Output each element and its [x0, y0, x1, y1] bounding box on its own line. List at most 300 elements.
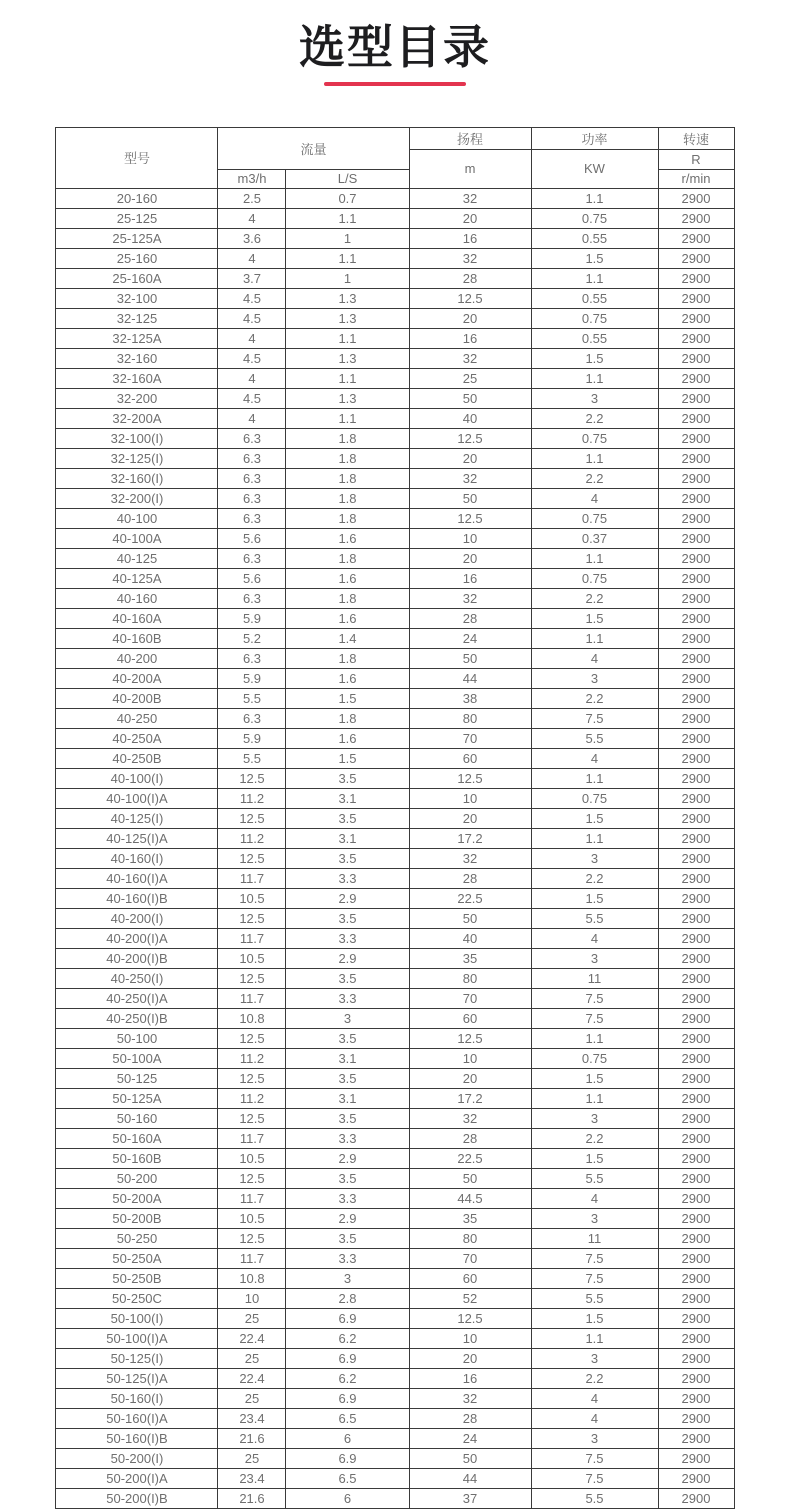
value-cell: 1.1	[531, 828, 658, 848]
table-row	[56, 328, 734, 348]
model-cell: 40-160B	[56, 628, 218, 648]
col-header-flow-ls: L/S	[286, 169, 409, 188]
table-body	[56, 188, 734, 1508]
table-row	[56, 1368, 734, 1388]
model-cell: 40-160	[56, 588, 218, 608]
value-cell: 28	[409, 268, 531, 288]
value-cell: 3.3	[286, 868, 409, 888]
model-cell: 50-100(I)	[56, 1308, 218, 1328]
value-cell: 2900	[658, 668, 734, 688]
value-cell: 3	[531, 388, 658, 408]
value-cell: 2900	[658, 408, 734, 428]
model-cell: 50-125(I)	[56, 1348, 218, 1368]
value-cell: 32	[409, 348, 531, 368]
value-cell: 2900	[658, 348, 734, 368]
value-cell: 3	[286, 1268, 409, 1288]
value-cell: 5.5	[218, 748, 286, 768]
table-row	[56, 1148, 734, 1168]
model-cell: 32-100	[56, 288, 218, 308]
value-cell: 28	[409, 868, 531, 888]
value-cell: 3	[531, 1348, 658, 1368]
value-cell: 60	[409, 1008, 531, 1028]
value-cell: 2900	[658, 688, 734, 708]
value-cell: 2900	[658, 1268, 734, 1288]
value-cell: 4	[531, 1408, 658, 1428]
table-row	[56, 1128, 734, 1148]
table-row	[56, 248, 734, 268]
value-cell: 3	[531, 1108, 658, 1128]
value-cell: 22.4	[218, 1328, 286, 1348]
value-cell: 2.9	[286, 1208, 409, 1228]
value-cell: 11.2	[218, 1088, 286, 1108]
value-cell: 32	[409, 1108, 531, 1128]
value-cell: 7.5	[531, 1248, 658, 1268]
value-cell: 2900	[658, 1448, 734, 1468]
value-cell: 2900	[658, 1348, 734, 1368]
table-row	[56, 268, 734, 288]
table-row	[56, 1088, 734, 1108]
table-row	[56, 1108, 734, 1128]
value-cell: 11.2	[218, 788, 286, 808]
value-cell: 0.75	[531, 308, 658, 328]
value-cell: 2900	[658, 728, 734, 748]
value-cell: 60	[409, 748, 531, 768]
value-cell: 2900	[658, 1228, 734, 1248]
value-cell: 6.2	[286, 1328, 409, 1348]
value-cell: 5.9	[218, 728, 286, 748]
value-cell: 1.1	[286, 368, 409, 388]
value-cell: 2900	[658, 1068, 734, 1088]
value-cell: 3.1	[286, 788, 409, 808]
value-cell: 2900	[658, 228, 734, 248]
value-cell: 1.5	[531, 348, 658, 368]
model-cell: 25-160A	[56, 268, 218, 288]
col-header-head: 扬程	[409, 127, 531, 149]
value-cell: 24	[409, 628, 531, 648]
value-cell: 1.5	[531, 1308, 658, 1328]
value-cell: 1.8	[286, 648, 409, 668]
model-cell: 50-200	[56, 1168, 218, 1188]
value-cell: 3	[286, 1008, 409, 1028]
value-cell: 2900	[658, 1008, 734, 1028]
model-cell: 40-250(I)	[56, 968, 218, 988]
model-cell: 32-125	[56, 308, 218, 328]
value-cell: 6.3	[218, 548, 286, 568]
value-cell: 3.5	[286, 808, 409, 828]
value-cell: 20	[409, 308, 531, 328]
col-header-speed-unit-rmin: r/min	[658, 169, 734, 188]
value-cell: 2900	[658, 1088, 734, 1108]
value-cell: 38	[409, 688, 531, 708]
table-row	[56, 888, 734, 908]
table-row	[56, 828, 734, 848]
table-row	[56, 448, 734, 468]
value-cell: 1.8	[286, 548, 409, 568]
value-cell: 70	[409, 728, 531, 748]
value-cell: 3.1	[286, 1088, 409, 1108]
value-cell: 1	[286, 268, 409, 288]
value-cell: 6.3	[218, 588, 286, 608]
model-cell: 50-125	[56, 1068, 218, 1088]
value-cell: 2900	[658, 1248, 734, 1268]
table-row	[56, 688, 734, 708]
model-cell: 40-250	[56, 708, 218, 728]
col-header-power: 功率	[531, 127, 658, 149]
model-cell: 40-200A	[56, 668, 218, 688]
value-cell: 10	[409, 528, 531, 548]
value-cell: 6.9	[286, 1448, 409, 1468]
value-cell: 3.3	[286, 1248, 409, 1268]
table-row	[56, 1188, 734, 1208]
value-cell: 5.5	[531, 1168, 658, 1188]
value-cell: 10.5	[218, 1208, 286, 1228]
value-cell: 2900	[658, 948, 734, 968]
value-cell: 6.3	[218, 428, 286, 448]
value-cell: 12.5	[218, 1028, 286, 1048]
model-cell: 50-250A	[56, 1248, 218, 1268]
model-cell: 40-200(I)B	[56, 948, 218, 968]
table-row	[56, 908, 734, 928]
value-cell: 10	[409, 1048, 531, 1068]
value-cell: 2900	[658, 888, 734, 908]
model-cell: 40-200B	[56, 688, 218, 708]
value-cell: 6.9	[286, 1308, 409, 1328]
table-row	[56, 1468, 734, 1488]
table-row	[56, 1388, 734, 1408]
table-row	[56, 1008, 734, 1028]
value-cell: 2900	[658, 368, 734, 388]
value-cell: 4	[531, 648, 658, 668]
col-header-speed: 转速	[658, 127, 734, 149]
value-cell: 2900	[658, 628, 734, 648]
value-cell: 1.6	[286, 528, 409, 548]
value-cell: 6	[286, 1488, 409, 1508]
value-cell: 2.2	[531, 1128, 658, 1148]
value-cell: 2900	[658, 788, 734, 808]
value-cell: 10	[409, 788, 531, 808]
value-cell: 3.5	[286, 1068, 409, 1088]
value-cell: 2.2	[531, 1368, 658, 1388]
value-cell: 5.6	[218, 568, 286, 588]
value-cell: 6.9	[286, 1348, 409, 1368]
value-cell: 2900	[658, 548, 734, 568]
value-cell: 2900	[658, 908, 734, 928]
value-cell: 6.5	[286, 1408, 409, 1428]
value-cell: 35	[409, 1208, 531, 1228]
value-cell: 20	[409, 548, 531, 568]
value-cell: 10.8	[218, 1268, 286, 1288]
table-row	[56, 468, 734, 488]
value-cell: 1.5	[531, 808, 658, 828]
value-cell: 7.5	[531, 1268, 658, 1288]
value-cell: 0.7	[286, 188, 409, 208]
value-cell: 1.8	[286, 508, 409, 528]
model-cell: 50-160	[56, 1108, 218, 1128]
col-header-flow: 流量	[218, 127, 409, 169]
value-cell: 4	[531, 488, 658, 508]
value-cell: 5.5	[531, 1288, 658, 1308]
table-row	[56, 988, 734, 1008]
value-cell: 2900	[658, 528, 734, 548]
value-cell: 2.2	[531, 868, 658, 888]
value-cell: 2900	[658, 388, 734, 408]
value-cell: 5.9	[218, 668, 286, 688]
table-row	[56, 868, 734, 888]
value-cell: 1.1	[286, 408, 409, 428]
value-cell: 4	[218, 368, 286, 388]
model-cell: 40-125(I)	[56, 808, 218, 828]
value-cell: 70	[409, 988, 531, 1008]
table-row	[56, 1308, 734, 1328]
model-cell: 32-100(I)	[56, 428, 218, 448]
table-row	[56, 608, 734, 628]
value-cell: 12.5	[218, 908, 286, 928]
value-cell: 50	[409, 648, 531, 668]
value-cell: 2900	[658, 468, 734, 488]
table-row	[56, 748, 734, 768]
value-cell: 2900	[658, 1048, 734, 1068]
value-cell: 0.75	[531, 508, 658, 528]
model-cell: 40-160(I)A	[56, 868, 218, 888]
table-row	[56, 368, 734, 388]
value-cell: 3.5	[286, 1168, 409, 1188]
value-cell: 50	[409, 1448, 531, 1468]
value-cell: 1.1	[286, 208, 409, 228]
value-cell: 11	[531, 968, 658, 988]
value-cell: 3.1	[286, 828, 409, 848]
value-cell: 1.5	[531, 1148, 658, 1168]
value-cell: 20	[409, 208, 531, 228]
title-underline	[324, 82, 466, 86]
value-cell: 3.5	[286, 848, 409, 868]
value-cell: 22.5	[409, 1148, 531, 1168]
table-row	[56, 208, 734, 228]
model-cell: 32-200A	[56, 408, 218, 428]
table-row	[56, 788, 734, 808]
value-cell: 28	[409, 608, 531, 628]
value-cell: 2900	[658, 488, 734, 508]
table-row	[56, 1228, 734, 1248]
value-cell: 2.2	[531, 408, 658, 428]
table-row	[56, 1208, 734, 1228]
table-header	[56, 127, 734, 188]
table-row	[56, 708, 734, 728]
value-cell: 2900	[658, 648, 734, 668]
value-cell: 12.5	[409, 1308, 531, 1328]
table-row	[56, 1288, 734, 1308]
value-cell: 0.75	[531, 428, 658, 448]
value-cell: 4.5	[218, 308, 286, 328]
value-cell: 12.5	[409, 768, 531, 788]
value-cell: 2.2	[531, 688, 658, 708]
model-cell: 40-200(I)	[56, 908, 218, 928]
value-cell: 10.5	[218, 1148, 286, 1168]
value-cell: 12.5	[409, 428, 531, 448]
value-cell: 0.75	[531, 1048, 658, 1068]
value-cell: 11.7	[218, 1128, 286, 1148]
value-cell: 2900	[658, 1028, 734, 1048]
value-cell: 2900	[658, 188, 734, 208]
value-cell: 0.55	[531, 328, 658, 348]
value-cell: 11.7	[218, 1188, 286, 1208]
value-cell: 44.5	[409, 1188, 531, 1208]
model-cell: 40-250(I)B	[56, 1008, 218, 1028]
table-row	[56, 548, 734, 568]
value-cell: 0.37	[531, 528, 658, 548]
model-cell: 40-250B	[56, 748, 218, 768]
value-cell: 1.1	[286, 248, 409, 268]
value-cell: 1.8	[286, 708, 409, 728]
model-cell: 50-100(I)A	[56, 1328, 218, 1348]
value-cell: 1.5	[531, 248, 658, 268]
model-cell: 40-160(I)	[56, 848, 218, 868]
col-header-model: 型号	[56, 127, 218, 188]
model-cell: 50-200A	[56, 1188, 218, 1208]
value-cell: 17.2	[409, 828, 531, 848]
value-cell: 7.5	[531, 708, 658, 728]
value-cell: 2900	[658, 448, 734, 468]
value-cell: 40	[409, 408, 531, 428]
model-cell: 50-160(I)A	[56, 1408, 218, 1428]
value-cell: 10	[218, 1288, 286, 1308]
value-cell: 1.3	[286, 348, 409, 368]
value-cell: 0.75	[531, 788, 658, 808]
model-cell: 25-125A	[56, 228, 218, 248]
value-cell: 12.5	[218, 1108, 286, 1128]
value-cell: 2900	[658, 968, 734, 988]
value-cell: 1.1	[531, 368, 658, 388]
value-cell: 2900	[658, 1468, 734, 1488]
value-cell: 6.2	[286, 1368, 409, 1388]
value-cell: 20	[409, 808, 531, 828]
model-cell: 50-200B	[56, 1208, 218, 1228]
value-cell: 5.5	[218, 688, 286, 708]
value-cell: 3.5	[286, 968, 409, 988]
value-cell: 1.1	[531, 1328, 658, 1348]
table-row	[56, 388, 734, 408]
value-cell: 3.5	[286, 1028, 409, 1048]
value-cell: 0.75	[531, 568, 658, 588]
value-cell: 2900	[658, 608, 734, 628]
model-cell: 40-125	[56, 548, 218, 568]
value-cell: 0.55	[531, 228, 658, 248]
value-cell: 2900	[658, 1368, 734, 1388]
value-cell: 16	[409, 1368, 531, 1388]
table-row	[56, 1328, 734, 1348]
value-cell: 6.3	[218, 488, 286, 508]
model-cell: 32-160	[56, 348, 218, 368]
value-cell: 21.6	[218, 1488, 286, 1508]
value-cell: 24	[409, 1428, 531, 1448]
value-cell: 1.1	[531, 448, 658, 468]
value-cell: 6.3	[218, 648, 286, 668]
value-cell: 25	[218, 1348, 286, 1368]
value-cell: 22.5	[409, 888, 531, 908]
value-cell: 1.5	[531, 608, 658, 628]
value-cell: 3.3	[286, 928, 409, 948]
model-cell: 32-125(I)	[56, 448, 218, 468]
value-cell: 12.5	[218, 808, 286, 828]
table-row	[56, 428, 734, 448]
model-cell: 25-125	[56, 208, 218, 228]
table-row	[56, 528, 734, 548]
table-row	[56, 1248, 734, 1268]
value-cell: 1.8	[286, 588, 409, 608]
value-cell: 50	[409, 908, 531, 928]
model-cell: 40-250(I)A	[56, 988, 218, 1008]
value-cell: 2900	[658, 1108, 734, 1128]
value-cell: 32	[409, 188, 531, 208]
value-cell: 3.5	[286, 1108, 409, 1128]
table-row	[56, 188, 734, 208]
value-cell: 1.6	[286, 668, 409, 688]
value-cell: 2900	[658, 748, 734, 768]
value-cell: 2.2	[531, 588, 658, 608]
value-cell: 6.3	[218, 468, 286, 488]
model-cell: 40-160A	[56, 608, 218, 628]
value-cell: 5.5	[531, 1488, 658, 1508]
value-cell: 35	[409, 948, 531, 968]
value-cell: 1.1	[531, 628, 658, 648]
value-cell: 32	[409, 1388, 531, 1408]
table-row	[56, 1428, 734, 1448]
table-row	[56, 1048, 734, 1068]
value-cell: 3	[531, 848, 658, 868]
value-cell: 32	[409, 848, 531, 868]
col-header-head-unit: m	[409, 149, 531, 188]
table-row	[56, 808, 734, 828]
value-cell: 2900	[658, 1148, 734, 1168]
value-cell: 3.5	[286, 908, 409, 928]
model-cell: 32-200(I)	[56, 488, 218, 508]
value-cell: 12.5	[409, 288, 531, 308]
model-cell: 50-160(I)	[56, 1388, 218, 1408]
model-cell: 40-200(I)A	[56, 928, 218, 948]
value-cell: 6.9	[286, 1388, 409, 1408]
value-cell: 10	[409, 1328, 531, 1348]
value-cell: 1.1	[286, 328, 409, 348]
value-cell: 2900	[658, 1288, 734, 1308]
value-cell: 2900	[658, 1168, 734, 1188]
value-cell: 0.75	[531, 208, 658, 228]
value-cell: 12.5	[218, 1228, 286, 1248]
table-row	[56, 568, 734, 588]
value-cell: 2.9	[286, 888, 409, 908]
value-cell: 1.5	[286, 748, 409, 768]
value-cell: 1.8	[286, 448, 409, 468]
table-row	[56, 728, 734, 748]
model-cell: 40-160(I)B	[56, 888, 218, 908]
table-row	[56, 668, 734, 688]
value-cell: 5.9	[218, 608, 286, 628]
value-cell: 6.3	[218, 508, 286, 528]
model-cell: 40-200	[56, 648, 218, 668]
value-cell: 7.5	[531, 988, 658, 1008]
value-cell: 40	[409, 928, 531, 948]
value-cell: 1.1	[531, 188, 658, 208]
value-cell: 60	[409, 1268, 531, 1288]
table-row	[56, 348, 734, 368]
value-cell: 10.5	[218, 888, 286, 908]
value-cell: 1.8	[286, 488, 409, 508]
value-cell: 50	[409, 1168, 531, 1188]
table-row	[56, 948, 734, 968]
value-cell: 3.5	[286, 768, 409, 788]
value-cell: 32	[409, 468, 531, 488]
value-cell: 2.9	[286, 1148, 409, 1168]
value-cell: 4	[531, 748, 658, 768]
value-cell: 21.6	[218, 1428, 286, 1448]
